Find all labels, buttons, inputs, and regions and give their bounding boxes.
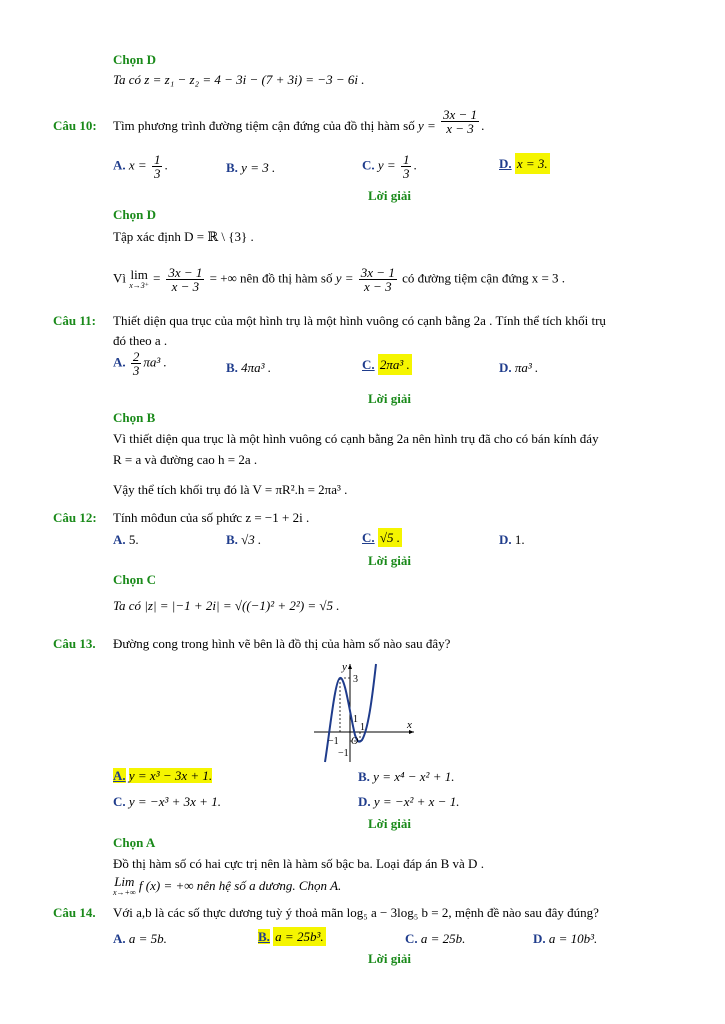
tick-label: −1 [328,736,339,747]
question-text: Tính môđun của số phức z = −1 + 2i . [113,510,310,525]
question-text: Đường cong trong hình vẽ bên là đồ thị của hàm số nào sau đây? [113,636,451,651]
tick-label: 3 [353,674,358,685]
option-c-highlighted[interactable]: C. 2πa³ . [362,357,412,373]
solution-title: Lời giải [368,553,411,568]
origin-label: O [351,736,359,747]
option-b[interactable]: B. y = x⁴ − x² + 1. [358,769,455,784]
solution-line: Lim x→+∞ f (x) = +∞ nên hệ số a dương. Chọn A. [113,874,342,897]
option-c-correct[interactable]: C. √5 . [362,530,401,545]
option-b[interactable]: B. 4πa³ . [226,360,272,375]
tick-label: 1 [360,722,365,733]
x-axis-label: x [407,719,412,731]
solution-line: Vì lim x→3⁺ = $\frac{3x - 1}{x - 3}$ = +∞ nên đồ thị hàm số y = $\frac{3x - 1}{x - 3}$ có đường tiệm cận đứng x = 3 . [113,265,566,294]
tick-label: −1 [338,748,349,759]
y-axis-arrow [348,664,352,669]
chosen-answer: Chọn A [113,835,156,850]
solution-line: R = a và đường cao h = 2a . [113,452,258,467]
solution-line: Đồ thị hàm số có hai cực trị nên là hàm số bậc ba. Loại đáp án B và D . [113,856,484,871]
chosen-answer: Chọn D [113,207,156,222]
question-text: Với a,b là các số thực dương tuỳ ý thoả mãn log₅ a − 3log₅ b = 2, mệnh đề nào sau đây đúng? [113,905,599,920]
question-number: Câu 13. [53,636,96,651]
tick-label: 1 [353,714,358,725]
solution-title: Lời giải [368,816,411,831]
option-c[interactable]: C. a = 25b. [405,931,466,946]
option-d[interactable]: D. a = 10b³. [533,931,598,946]
question-number: Câu 12: [53,510,97,525]
solution-title: Lời giải [368,391,411,406]
option-a[interactable]: A. a = 5b. [113,931,167,946]
solution-line: Tập xác định D = ℝ \ {3} . [113,229,254,244]
option-b[interactable]: B. √3 . [226,532,262,547]
option-d[interactable]: D. πa³ . [499,360,539,375]
question-number: Câu 11: [53,313,96,328]
question-text: đó theo a . [113,333,168,348]
function-graph [310,660,420,765]
question-number: Câu 14. [53,905,96,920]
chosen-answer: Chọn D [113,52,156,67]
option-a[interactable]: A. x = $\frac{1}{3}$ . [113,152,168,181]
solution-line: Ta có z = z₁ − z₂ = 4 − 3i − (7 + 3i) = −3 − 6i . [113,72,365,87]
option-a[interactable]: A. 5. [113,532,139,547]
solution-title: Lời giải [368,188,411,203]
option-d[interactable]: D. 1. [499,532,525,547]
option-b-correct[interactable]: B. a = 25b³. [258,929,324,944]
solution-line: Vì thiết diện qua trục là một hình vuông có cạnh bằng 2a nên hình trụ đã cho có bán kính đáy [113,431,599,446]
question-text: Thiết diện qua trục của một hình trụ là một hình vuông có cạnh bằng 2a . Tính thể tích khối trụ [113,313,606,328]
option-b[interactable]: B. y = 3 . [226,160,276,175]
option-a-correct[interactable]: A. y = x³ − 3x + 1. [113,768,213,783]
option-c[interactable]: C. y = −x³ + 3x + 1. [113,794,221,809]
y-axis-label: y [342,661,347,673]
option-d-correct[interactable]: D. x = 3. [499,156,550,172]
question-text: Tìm phương trình đường tiệm cận đứng của đồ thị hàm số y = $\frac{3x - 1}{x - 3}$ . [113,106,485,136]
option-c[interactable]: C. y = $\frac{1}{3}$ . [362,152,417,181]
solution-line: Vậy thể tích khối trụ đó là V = πR².h = 2πa³ . [113,482,348,497]
question-number: Câu 10: [53,118,97,133]
solution-title: Lời giải [368,951,411,966]
chosen-answer: Chọn C [113,572,156,587]
chosen-answer: Chọn B [113,410,156,425]
solution-line: Ta có |z| = |−1 + 2i| = √((−1)² + 2²) = √5 . [113,598,340,613]
option-d[interactable]: D. y = −x² + x − 1. [358,794,460,809]
option-a[interactable]: A. $\frac{2}{3}$ πa³ . [113,349,167,378]
